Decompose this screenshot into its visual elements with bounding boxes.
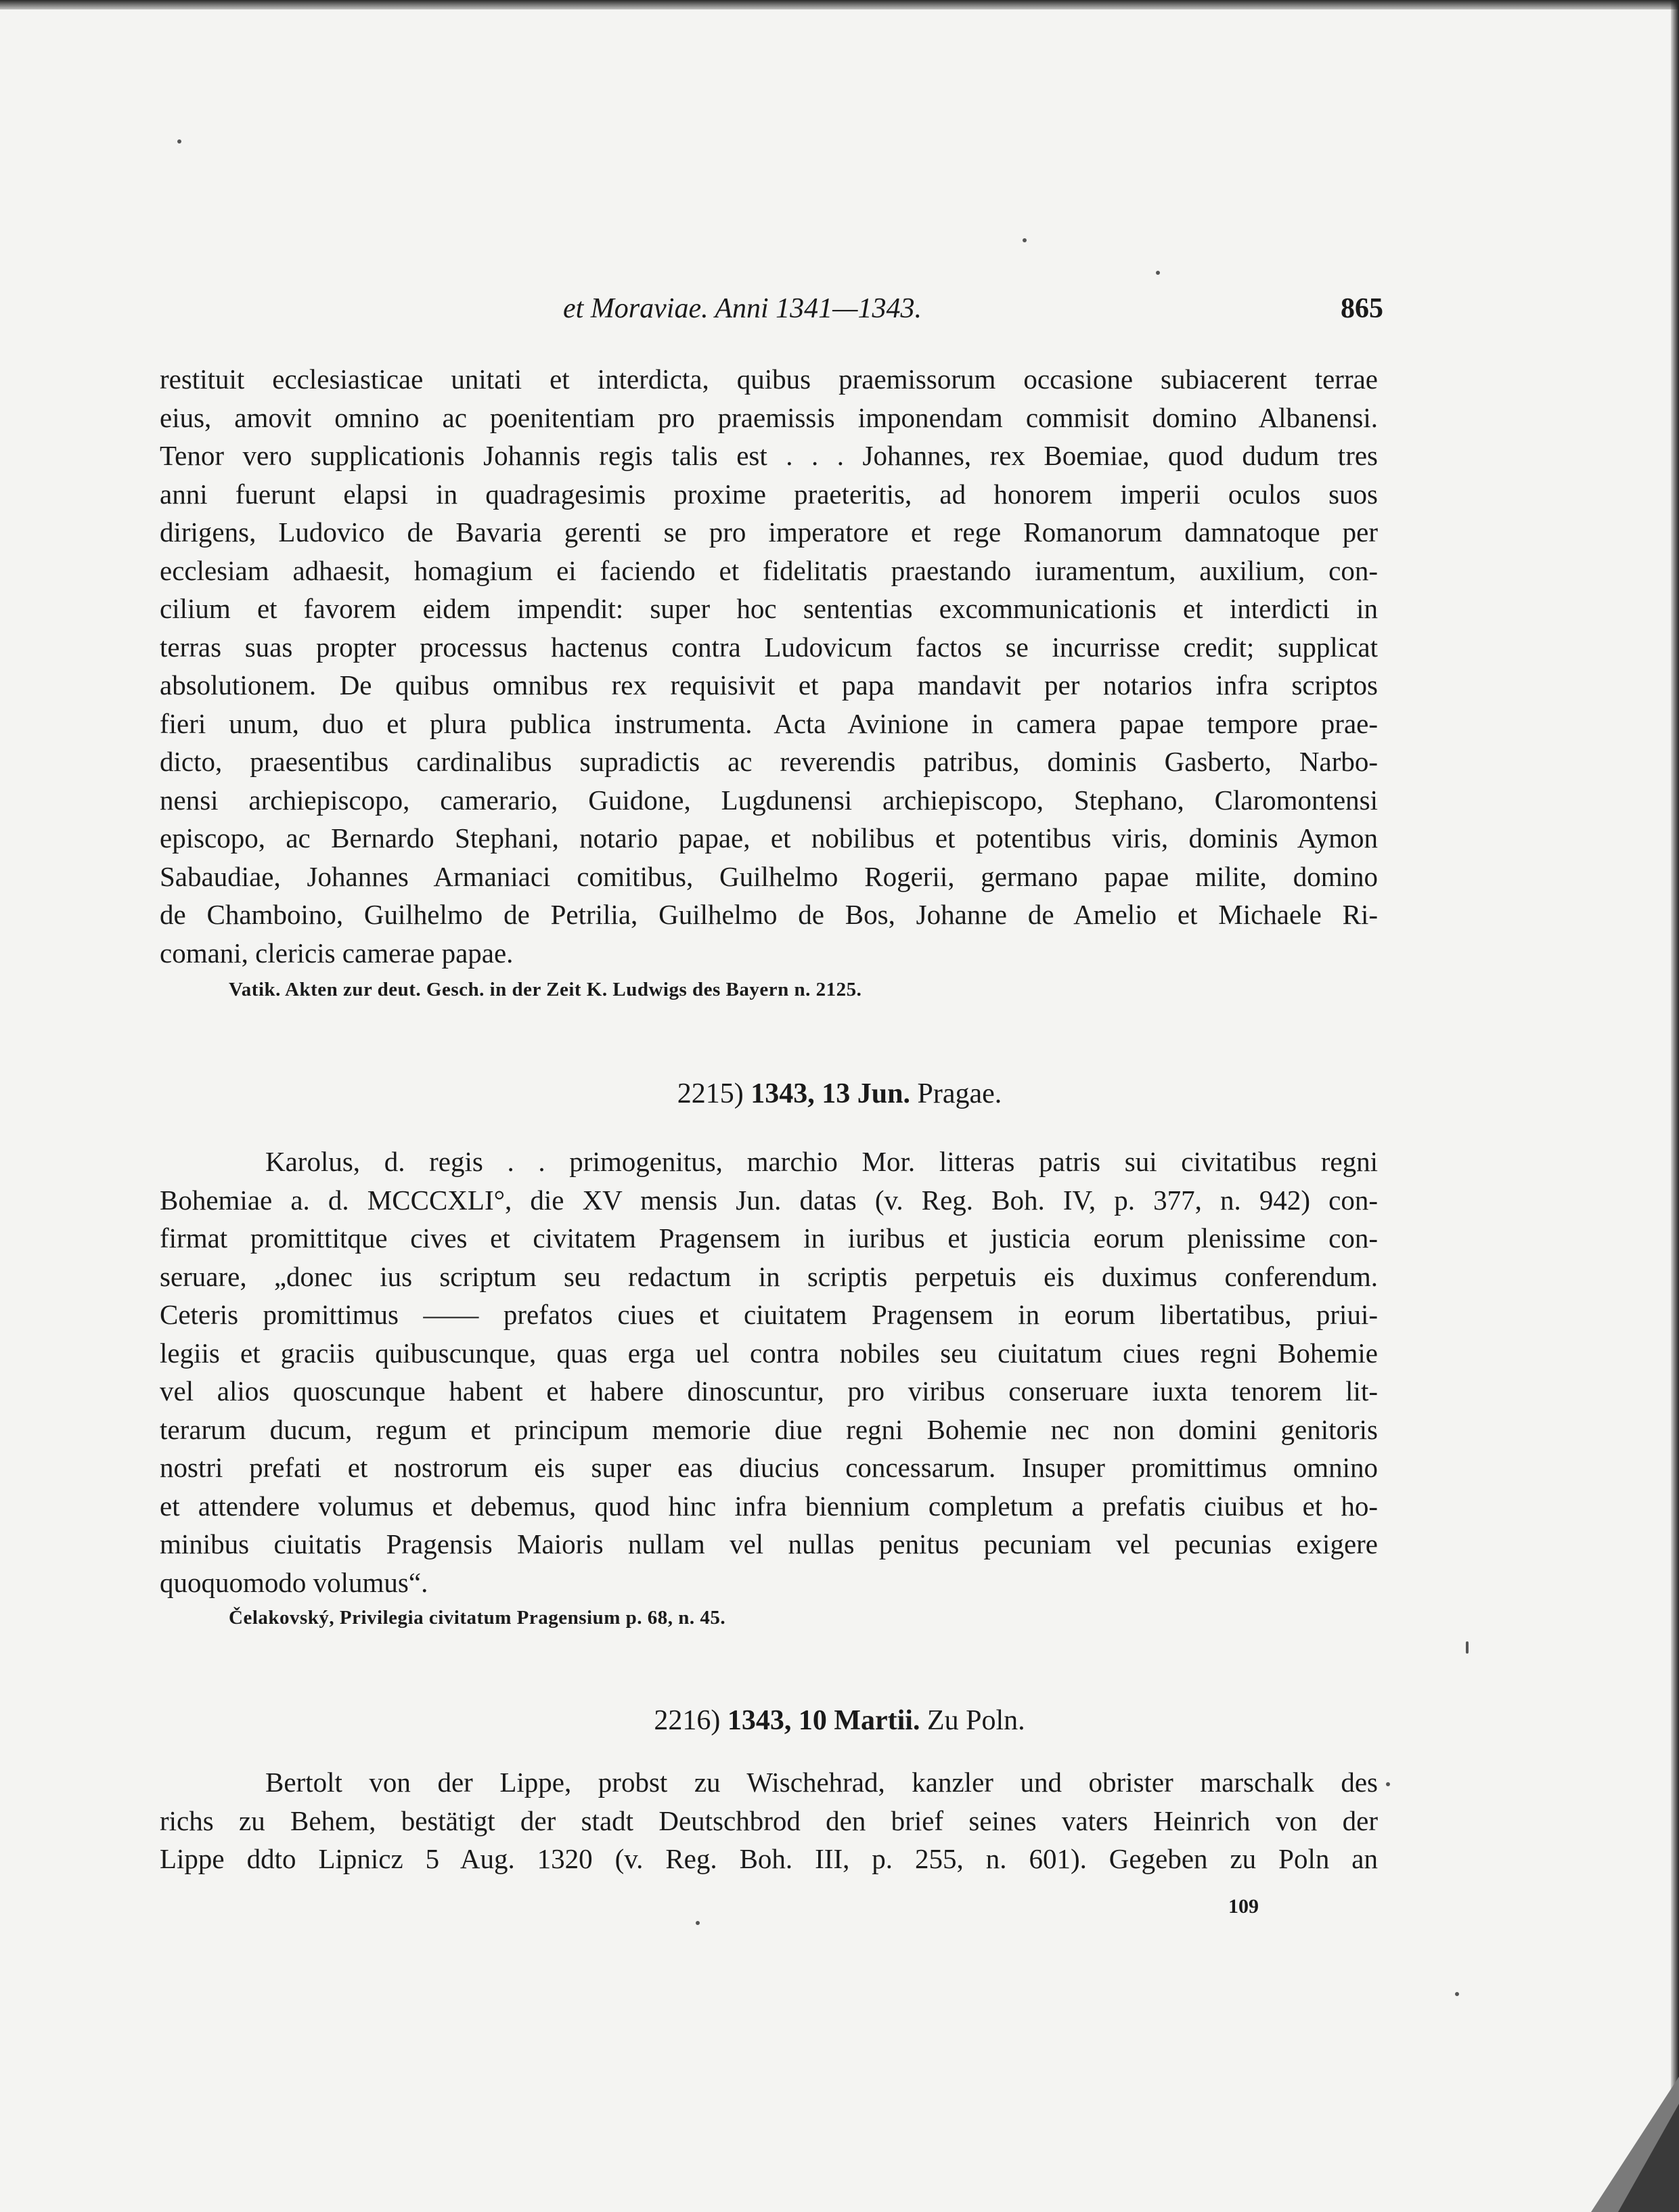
- entry-number: 2215): [677, 1078, 744, 1109]
- entry-2215-text: [160, 1143, 1378, 1601]
- text-line: anni fuerunt elapsi in quadragesimis proxime praeteritis, ad honorem imperii oculos suos: [160, 478, 1378, 510]
- source-citation: Čelakovský, Privilegia civitatum Pragensium p. 68, n. 45.: [229, 1607, 726, 1629]
- text-line: fieri unum, duo et plura publica instrumenta. Acta Avinione in camera papae tempore prae-: [160, 707, 1378, 739]
- continuation-text: [160, 360, 1378, 972]
- text-line: eius, amovit omnino ac poenitentiam pro praemissis imponendam commisit domino Albanensi.: [160, 401, 1378, 433]
- page-corner-fold: [1577, 2077, 1679, 2212]
- source-citation: Vatik. Akten zur deut. Gesch. in der Zeit K. Ludwigs des Bayern n. 2125.: [229, 979, 862, 1000]
- text-line: nensi archiepiscopo, camerario, Guidone, Lugdunensi archiepiscopo, Stephano, Claromontensi: [160, 784, 1378, 816]
- scan-speck: [1455, 1992, 1459, 1996]
- entry-date: 1343, 13 Jun.: [751, 1078, 910, 1109]
- text-line: cilium et favorem eidem impendit: super hoc sententias excommunicationis et interdicti in: [160, 593, 1378, 624]
- scan-speck: [1386, 1782, 1390, 1786]
- text-line: Tenor vero supplicationis Johannis regis talis est . . . Johannes, rex Boemiae, quod dudum tres: [160, 440, 1378, 471]
- text-line: episcopo, ac Bernardo Stephani, notario papae, et nobilibus et potentibus viris, dominis Aymon: [160, 822, 1378, 854]
- text-line: Bohemiae a. d. MCCCXLI°, die XV mensis Jun. datas (v. Reg. Boh. IV, p. 377, n. 942) con-: [160, 1184, 1378, 1216]
- text-line: dicto, praesentibus cardinalibus supradictis ac reverendis patribus, dominis Gasberto, Narbo-: [160, 746, 1378, 777]
- text-line: dirigens, Ludovico de Bavaria gerenti se pro imperatore et rege Romanorum damnatoque per: [160, 516, 1378, 548]
- scan-speck: [177, 139, 181, 143]
- text-line: restituit ecclesiasticae unitati et interdicta, quibus praemissorum occasione subiacerent terrae: [160, 363, 1378, 395]
- text-line: Lippe ddto Lipnicz 5 Aug. 1320 (v. Reg. Boh. III, p. 255, n. 601). Gegeben zu Poln an: [160, 1843, 1378, 1874]
- scan-speck: [1023, 238, 1027, 242]
- text-line: Bertolt von der Lippe, probst zu Wischehrad, kanzler und obrister marschalk des: [265, 1767, 1378, 1798]
- entry-heading-2215: [0, 1078, 1679, 1110]
- running-header: [157, 292, 1383, 326]
- text-line: quoquomodo volumus“.: [160, 1566, 428, 1598]
- text-line: firmat promittitque cives et civitatem Pragensem in iuribus et justicia eorum plenissime con-: [160, 1222, 1378, 1254]
- text-line: legiis et graciis quibuscunque, quas erga uel contra nobiles seu ciuitatum ciues regni Bohemie: [160, 1337, 1378, 1369]
- text-line: terras suas propter processus hactenus contra Ludovicum factos se incurrisse credit; supplicat: [160, 631, 1378, 663]
- text-line: comani, clericis camerae papae.: [160, 937, 514, 969]
- text-line: terarum ducum, regum et principum memorie diue regni Bohemie nec non domini genitoris: [160, 1413, 1378, 1445]
- text-line: de Chamboino, Guilhelmo de Petrilia, Guilhelmo de Bos, Johanne de Amelio et Michaele Ri-: [160, 899, 1378, 930]
- text-line: seruare, „donec ius scriptum seu redactum in scriptis perpetuis eis duximus conferendum.: [160, 1260, 1378, 1292]
- entry-date: 1343, 10 Martii.: [727, 1705, 920, 1736]
- signature-mark: 109: [1228, 1895, 1259, 1918]
- text-line: Sabaudiae, Johannes Armaniaci comitibus, Guilhelmo Rogerii, germano papae milite, domino: [160, 860, 1378, 892]
- entry-place: Zu Poln.: [926, 1705, 1025, 1736]
- header-title: et Moraviae. Anni 1341—1343.: [563, 293, 922, 324]
- entry-heading-2216: [0, 1704, 1679, 1737]
- text-line: et attendere volumus et debemus, quod hinc infra biennium completum a prefatis ciuibus et ho-: [160, 1490, 1378, 1522]
- text-line: Ceteris promittimus —— prefatos ciues et ciuitatem Pragensem in eorum libertatibus, priui-: [160, 1299, 1378, 1330]
- scan-speck: [696, 1921, 700, 1925]
- entry-place: Pragae.: [917, 1078, 1002, 1109]
- page-number: 865: [1341, 293, 1383, 324]
- text-line: nostri prefati et nostrorum eis super eas diucius concessarum. Insuper promittimus omnino: [160, 1452, 1378, 1483]
- scan-speck: [1156, 271, 1160, 275]
- entry-number: 2216): [654, 1705, 721, 1736]
- text-line: vel alios quoscunque habent et habere dinoscuntur, pro viribus conseruare iuxta tenorem lit-: [160, 1375, 1378, 1407]
- text-line: minibus ciuitatis Pragensis Maioris nullam vel nullas penitus pecuniam vel pecunias exigere: [160, 1528, 1378, 1560]
- text-line: Karolus, d. regis . . primogenitus, marchio Mor. litteras patris sui civitatibus regni: [265, 1146, 1378, 1177]
- scan-speck: [1466, 1641, 1469, 1654]
- text-line: richs zu Behem, bestätigt der stadt Deutschbrod den brief seines vaters Heinrich von der: [160, 1805, 1378, 1836]
- text-line: ecclesiam adhaesit, homagium ei faciendo et fidelitatis praestando iuramentum, auxilium, con-: [160, 554, 1378, 586]
- text-line: absolutionem. De quibus omnibus rex requisivit et papa mandavit per notarios infra scriptos: [160, 669, 1378, 701]
- entry-2216-text: [160, 1763, 1378, 1878]
- scan-edge-top: [0, 0, 1679, 9]
